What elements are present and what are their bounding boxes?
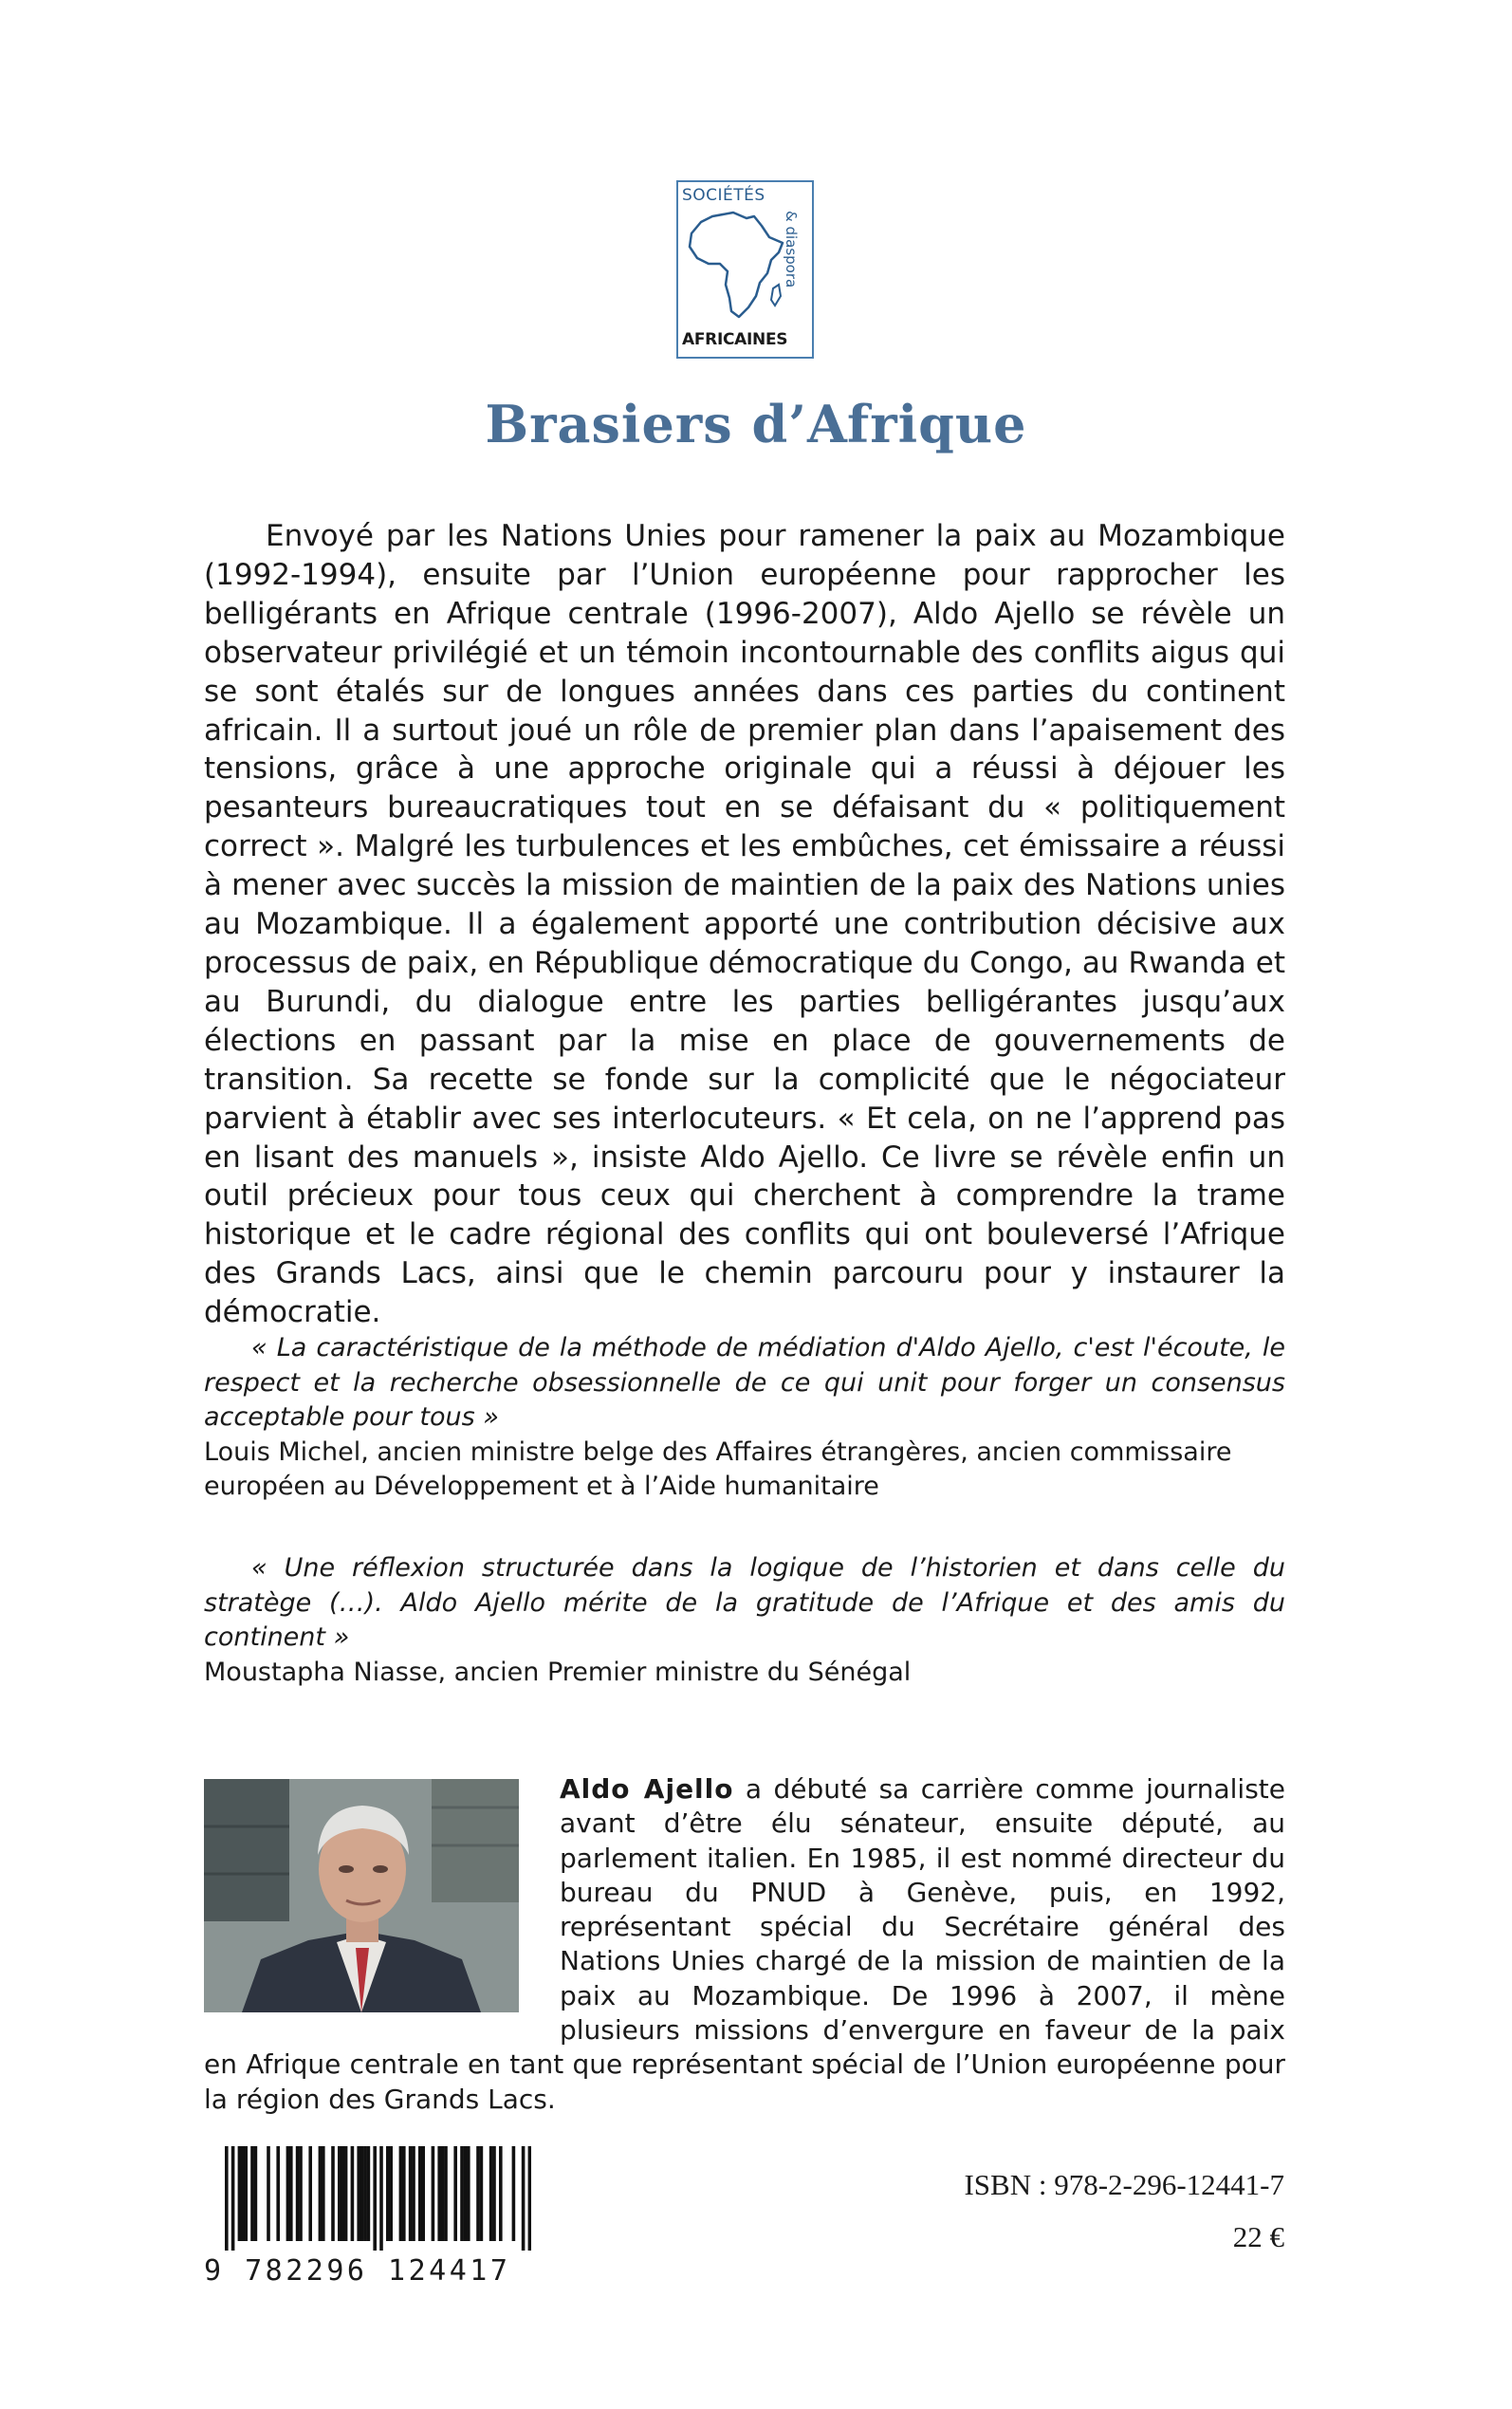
barcode-bar [341,2146,344,2241]
barcode-bar [338,2146,341,2241]
barcode-bar [238,2146,242,2241]
author-name: Aldo Ajello [560,1773,734,1805]
blurb-paragraph: Envoyé par les Nations Unies pour ramener la paix au Mozambique (1992-1994), ensuite par l’Union européenne pour rapprocher les belligérants en Afrique centrale (1996-2007), Aldo Ajello se révèle un observateur privilégié et un témoin incontournable des conflits aigus qui se sont étalés sur de longues années dans ces parties du continent africain. Il a surtout joué un rôle de premier plan dans l’apaisement des tensions, grâce à une approche originale qui a réussi à déjouer les pesanteurs bureaucratiques tout en se défaisant du « politiquement correct ». Malgré les turbulences et les embûches, cet émissaire a réussi à mener avec succès la mission de maintien de la paix des Nations unies au Mozambique. Il a également apporté une contribution décisive aux processus de paix, en République démocratique du Congo, au Rwanda et au Burundi, du dialogue entre les parties belligérantes jusqu’aux élections en passant par la mise en place de gouvernements de transition. Sa recette se fonde sur la complicité que le négociateur parvient à établir avec ses interlocuteurs. « Et cela, on ne l’apprend pas en lisant des manuels », insiste Aldo Ajello. Ce livre se révèle enfin un outil précieux pour tous ceux qui cherchent à comprendre la trame historique et le cadre régional des conflits qui ont bouleversé l’Afrique des Grands Lacs, ainsi que le chemin parcouru pour y instaurer la démocratie. [204,519,1285,1330]
barcode-bar [418,2146,422,2241]
logo-top-text: SOCIÉTÉS [682,186,765,205]
barcode-bar [489,2146,493,2241]
barcode-bar [276,2146,280,2241]
quote-attribution: Moustapha Niasse, ancien Premier ministre du Sénégal [204,1657,912,1687]
barcode-bar [267,2146,270,2241]
price: 22 € [1232,2220,1284,2253]
barcode-bar [351,2146,355,2241]
quote-attribution: Louis Michel, ancien ministre belge des Affaires étrangères, ancien commissaire européen au Développement et à l’Aide humanitaire [204,1436,1232,1501]
author-bio-text: a débuté sa carrière comme journaliste avant d’être élu sénateur, ensuite député, au parlement italien. En 1985, il est nommé directeur du bureau du PNUD à Genève, puis, en 1992, représentant spécial du Secrétaire général des Nations Unies chargé de la mission de maintien de la paix au Mozambique. De 1996 à 2007, il mène plusieurs missions d’envergure en faveur de la paix en Afrique centrale en tant que représentant spécial de l’Union européenne pour la région des Grands Lacs. [204,1773,1286,2115]
barcode-bar [499,2146,503,2241]
barcode-bar [453,2146,457,2241]
barcode-bar [254,2146,258,2241]
barcode-bar [441,2146,445,2241]
barcode-bar [480,2146,484,2241]
barcode-bar [460,2146,464,2241]
barcode-bar [512,2146,516,2241]
barcode-bar [389,2146,393,2241]
barcode-bar [289,2146,293,2241]
publisher-logo [676,180,814,359]
barcode-bar [299,2146,303,2241]
barcode-bar [357,2146,360,2241]
barcode-bar [231,2146,235,2251]
book-title: Brasiers d’Afrique [485,394,1027,454]
barcode-bar [286,2146,290,2241]
barcode-bar [421,2146,425,2241]
barcode-bar [437,2146,441,2241]
logo-side-text: & diaspora [783,211,800,288]
barcode-bar [399,2146,403,2241]
barcode-bar [373,2146,377,2251]
barcode-bar [308,2146,312,2241]
barcode-bar [444,2146,448,2241]
barcode-bar [412,2146,415,2241]
photo-wrap-spacer [204,1772,560,2019]
barcode-bar [492,2146,496,2241]
barcode-bar [367,2146,371,2241]
barcode [204,2146,531,2251]
barcode-bar [360,2146,364,2241]
barcode-bar [241,2146,245,2241]
barcode-bar [409,2146,413,2241]
barcode-bar [225,2146,229,2251]
logo-bottom-text: AFRICAINES [682,330,788,349]
barcode-bar [244,2146,248,2241]
africa-map-icon [684,209,790,326]
quote-text: « Une réflexion structurée dans la logique de l’historien et dans celle du stratège (…). Aldo Ajello mérite de la gratitude de l’Afrique et des amis du continent » [204,1553,1285,1652]
barcode-digits: 9 782296 124417 [204,2254,511,2288]
barcode-bar [363,2146,367,2241]
barcode-bar [402,2146,406,2241]
barcode-bar [464,2146,468,2241]
barcode-bar [528,2146,531,2251]
barcode-bar [476,2146,480,2241]
barcode-bar [522,2146,526,2251]
barcode-bar [331,2146,335,2241]
barcode-bar [344,2146,348,2241]
isbn: ISBN : 978-2-296-12441-7 [964,2168,1284,2201]
author-bio [204,1772,1285,2117]
barcode-bar [386,2146,390,2241]
quote-text: « La caractéristique de la méthode de médiation d'Aldo Ajello, c'est l'écoute, le respect et la recherche obsessionnelle de ce qui unit pour forger un consensus acceptable pour tous » [204,1333,1285,1432]
barcode-bar [322,2146,325,2241]
quote-block-1 [204,1331,1285,1505]
barcode-bar [379,2146,383,2251]
quote-block-2 [204,1551,1285,1690]
barcode-bar [432,2146,435,2241]
barcode-bar [467,2146,470,2241]
barcode-bar [296,2146,300,2241]
barcode-bar [319,2146,323,2241]
barcode-bar [250,2146,254,2241]
